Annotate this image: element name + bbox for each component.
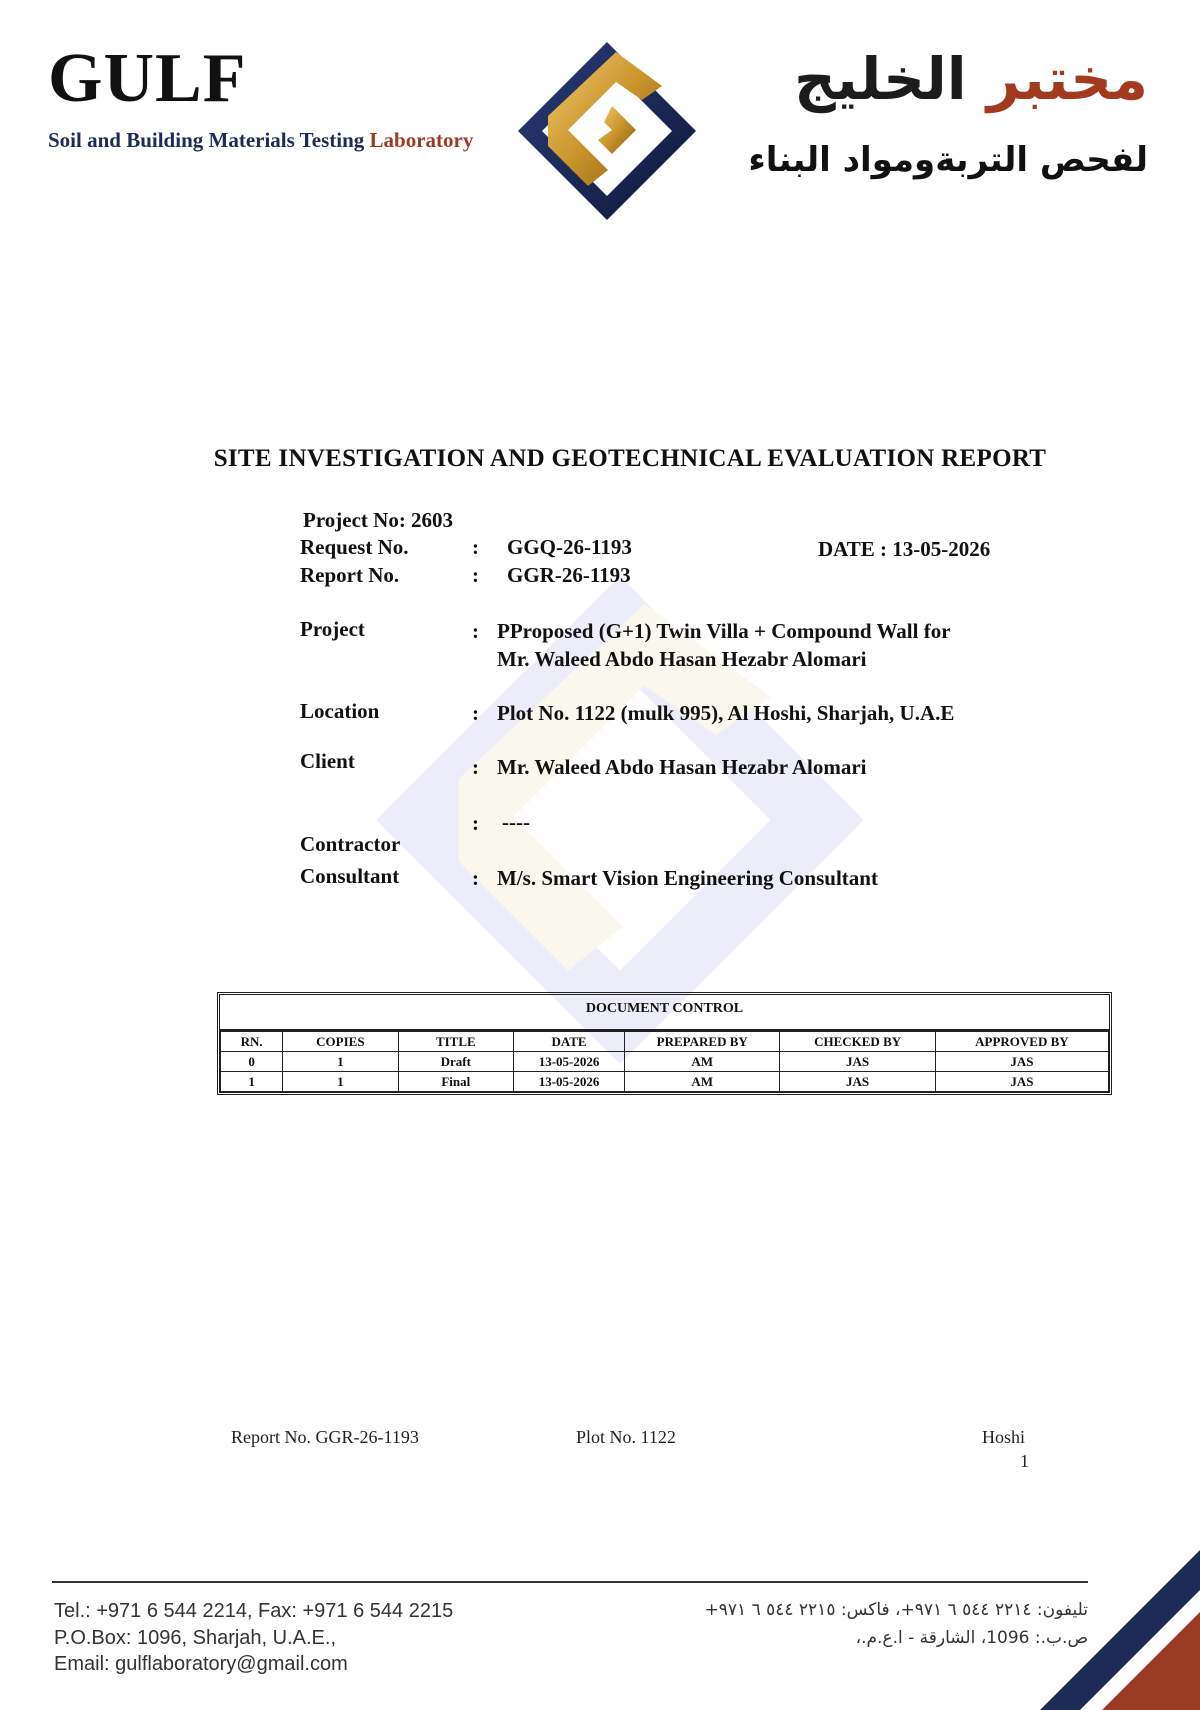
table-cell: JAS xyxy=(780,1052,935,1072)
table-cell: 1 xyxy=(221,1072,283,1092)
table-cell: 1 xyxy=(283,1072,398,1092)
brand-subtitle-ar: لفحص التربةومواد البناء xyxy=(748,140,1148,180)
project-label: Project xyxy=(300,617,365,641)
contact-po-box: P.O.Box: 1096, Sharjah, U.A.E., xyxy=(54,1627,337,1649)
table-row xyxy=(221,1072,1109,1092)
table-row xyxy=(221,1052,1109,1072)
report-no-colon: : xyxy=(472,563,479,587)
table-cell: Final xyxy=(398,1072,513,1092)
location-label: Location xyxy=(300,699,380,723)
table-cell: JAS xyxy=(780,1072,935,1092)
table-cell: JAS xyxy=(935,1072,1108,1092)
contact-po-box-ar: ص.ب.: 1096، الشارقة - ا.ع.م.، xyxy=(855,1628,1088,1648)
consultant-label: Consultant xyxy=(300,864,400,888)
report-title: SITE INVESTIGATION AND GEOTECHNICAL EVALUATION REPORT xyxy=(213,445,1047,472)
footer-report-no: Report No. GGR-26-1193 xyxy=(231,1427,419,1447)
column-header: PREPARED BY xyxy=(625,1032,780,1052)
contractor-value: ---- xyxy=(502,810,530,834)
table-cell: 13-05-2026 xyxy=(514,1072,625,1092)
contact-tel-fax: Tel.: +971 6 544 2214, Fax: +971 6 544 2215 xyxy=(54,1600,454,1622)
request-no-label: Request No. xyxy=(300,535,409,559)
client-value: Mr. Waleed Abdo Hasan Hezabr Alomari xyxy=(497,755,867,779)
column-header: RN. xyxy=(221,1032,283,1052)
table-header-row xyxy=(221,1032,1109,1052)
contractor-colon: : xyxy=(472,811,479,835)
request-no-colon: : xyxy=(472,535,479,559)
brand-name-ar-black: الخليج xyxy=(794,45,967,113)
consultant-value: M/s. Smart Vision Engineering Consultant xyxy=(497,866,878,890)
brand-subtitle-main: Soil and Building Materials Testing xyxy=(48,128,365,152)
contractor-label: Contractor xyxy=(300,832,401,856)
company-logo-icon xyxy=(512,36,702,226)
project-number: Project No: 2603 xyxy=(303,508,454,532)
table-cell: AM xyxy=(625,1072,780,1092)
corner-stripe-decoration xyxy=(1040,1550,1200,1710)
report-date: DATE : 13-05-2026 xyxy=(818,537,991,561)
location-value: Plot No. 1122 (mulk 995), Al Hoshi, Sharjah, U.A.E xyxy=(497,701,955,725)
footer-divider xyxy=(52,1581,1088,1583)
footer-plot-no: Plot No. 1122 xyxy=(576,1427,676,1447)
report-no-label: Report No. xyxy=(300,563,400,587)
client-label: Client xyxy=(300,749,355,773)
page-number: 1 xyxy=(1020,1451,1029,1471)
consultant-colon: : xyxy=(472,866,479,890)
table-cell: 0 xyxy=(221,1052,283,1072)
column-header: TITLE xyxy=(398,1032,513,1052)
column-header: DATE xyxy=(514,1032,625,1052)
brand-subtitle-accent: Laboratory xyxy=(369,128,474,152)
column-header: COPIES xyxy=(283,1032,398,1052)
document-control-table xyxy=(217,992,1112,1095)
location-colon: : xyxy=(472,701,479,725)
brand-name-ar xyxy=(794,45,1148,113)
column-header: CHECKED BY xyxy=(780,1032,935,1052)
project-value-line1: PProposed (G+1) Twin Villa + Compound Wall for xyxy=(497,619,951,643)
table-cell: 1 xyxy=(283,1052,398,1072)
report-no-value: GGR-26-1193 xyxy=(507,563,631,587)
table-cell: JAS xyxy=(935,1052,1108,1072)
table-cell: AM xyxy=(625,1052,780,1072)
table-cell: 13-05-2026 xyxy=(514,1052,625,1072)
brand-name-en: GULF xyxy=(48,40,247,117)
client-colon: : xyxy=(472,755,479,779)
project-value-line2: Mr. Waleed Abdo Hasan Hezabr Alomari xyxy=(497,647,867,671)
contact-email: Email: gulflaboratory@gmail.com xyxy=(54,1653,348,1675)
table-cell: Draft xyxy=(398,1052,513,1072)
document-control-grid xyxy=(220,1031,1109,1092)
request-no-value: GGQ-26-1193 xyxy=(507,535,632,559)
contact-tel-fax-ar: تليفون: ٢٢١٤ ٥٤٤ ٦ ٩٧١+، فاكس: ٢٢١٥ ٥٤٤ ٦ ٩٧١+ xyxy=(704,1600,1088,1620)
document-control-heading: DOCUMENT CONTROL xyxy=(220,995,1109,1031)
footer-area: Hoshi xyxy=(982,1427,1026,1447)
brand-name-ar-red: مختبر xyxy=(986,45,1148,113)
project-colon: : xyxy=(472,619,479,643)
brand-subtitle-en xyxy=(48,128,473,153)
column-header: APPROVED BY xyxy=(935,1032,1108,1052)
